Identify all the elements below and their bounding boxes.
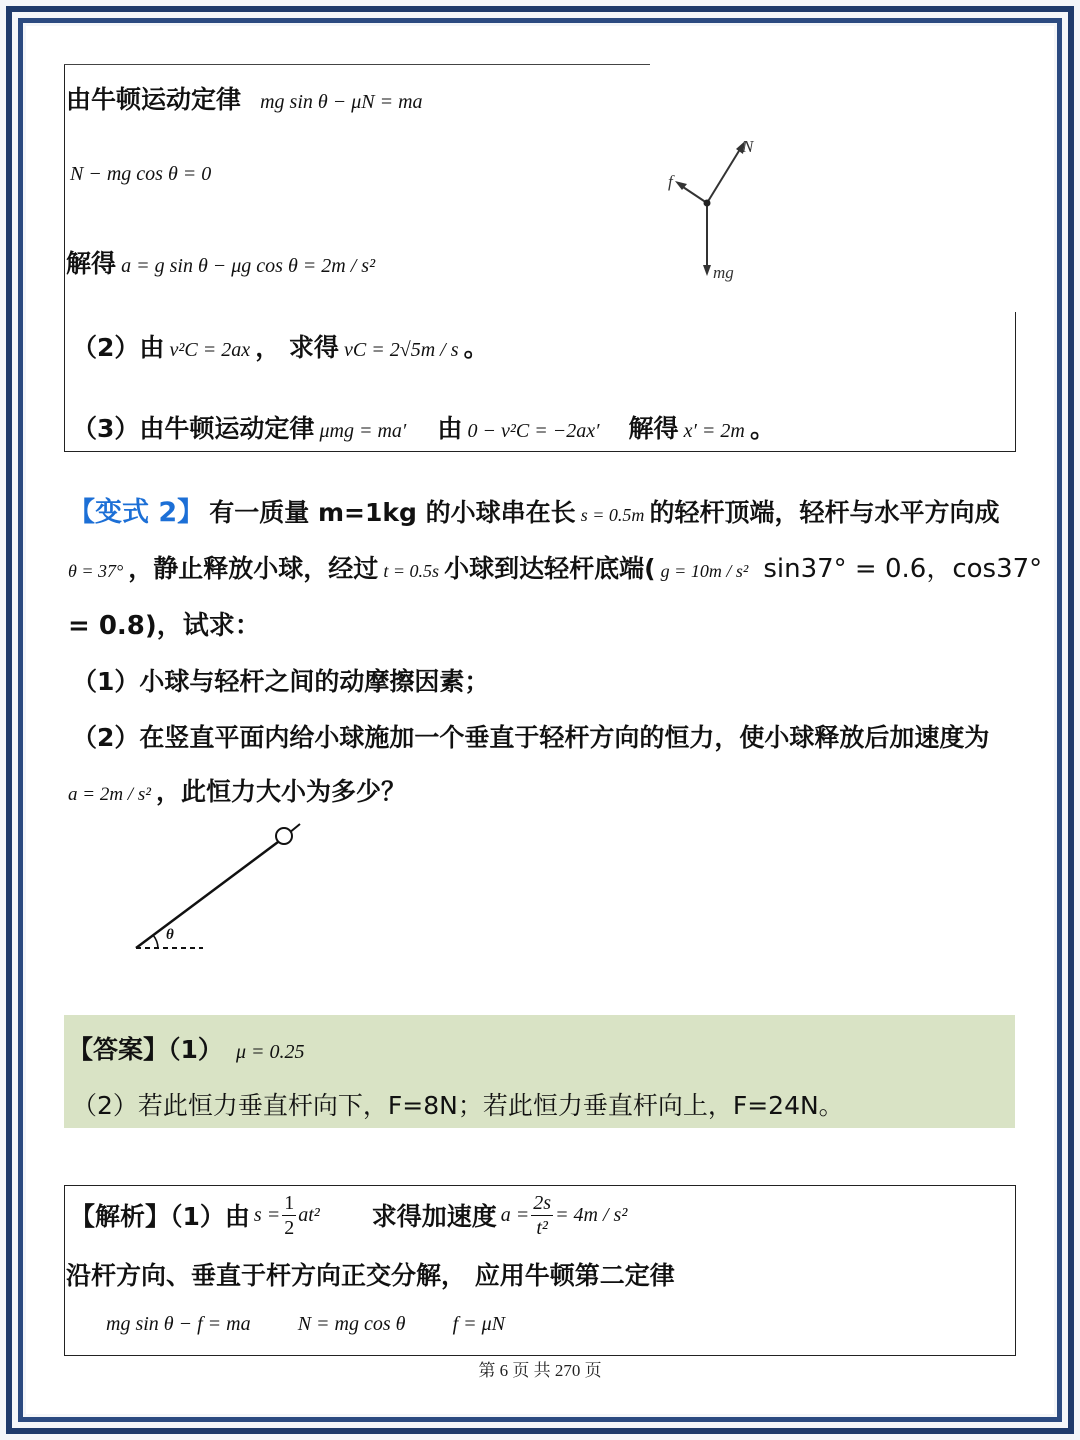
fraction-2-numerator: 2s bbox=[533, 1191, 552, 1214]
solution-line-3-formula: a = g sin θ − μg cos θ = 2m / s² bbox=[121, 255, 376, 277]
problem-line-2-text-c: sin37° = 0.6，cos37° bbox=[763, 554, 1043, 584]
solution-line-5-mid2: 解得 bbox=[628, 414, 679, 443]
answer-line-2: （2）若此恒力垂直杆向下，F=8N；若此恒力垂直杆向上，F=24N。 bbox=[72, 1091, 844, 1120]
angle-label: θ bbox=[166, 927, 174, 943]
analysis-s-eq: s = bbox=[253, 1203, 281, 1226]
solution-line-4 bbox=[72, 328, 489, 364]
fraction-2s-over-t2 bbox=[531, 1193, 553, 1238]
problem-tag: 【变式 2】 bbox=[68, 497, 205, 528]
friction-force-arrow bbox=[680, 185, 707, 203]
solution-line-1 bbox=[66, 80, 423, 116]
fraction-2-denominator: t² bbox=[536, 1216, 548, 1239]
question-2-end: ，此恒力大小为多少？ bbox=[156, 777, 407, 806]
solution-line-5-prefix: （3）由牛顿运动定律 bbox=[72, 414, 315, 443]
problem-line-2-formula-1: θ = 37° bbox=[68, 561, 124, 581]
answer-formula: μ = 0.25 bbox=[236, 1041, 305, 1063]
problem-line-1-text-b: 的轻杆顶端，轻杆与水平方向成 bbox=[649, 498, 1000, 527]
problem-line-2-formula-3: g = 10m / s² bbox=[660, 561, 749, 581]
solution-line-5 bbox=[72, 409, 775, 445]
solution-line-4-formula-b: vC = 2√5m / s bbox=[344, 339, 459, 361]
analysis-mid-text: 求得加速度 bbox=[371, 1202, 497, 1231]
analysis-at2: at² bbox=[298, 1203, 320, 1226]
solution-line-5-mid: 由 bbox=[437, 414, 463, 443]
solution-line-5-end: 。 bbox=[749, 414, 775, 443]
solution-line-5-formula-c: x′ = 2m bbox=[683, 420, 745, 442]
rod-diagram bbox=[128, 818, 318, 958]
solution-box-right-line bbox=[1015, 312, 1016, 452]
force-label-n: N bbox=[742, 137, 754, 156]
fraction-one-half bbox=[282, 1193, 296, 1238]
force-diagram bbox=[650, 130, 790, 290]
analysis-line-3 bbox=[106, 1313, 505, 1336]
solution-line-1-text: 由牛顿运动定律 bbox=[66, 85, 242, 114]
analysis-formula-2: N = mg cos θ bbox=[297, 1313, 406, 1335]
force-label-f: f bbox=[668, 172, 673, 191]
solution-line-4-formula-a: v²C = 2ax bbox=[169, 339, 251, 361]
analysis-line-2: 沿杆方向、垂直于杆方向正交分解， 应用牛顿第二定律 bbox=[66, 1261, 675, 1290]
solution-line-4-mid: ， 求得 bbox=[255, 333, 339, 362]
fraction-1-numerator: 1 bbox=[284, 1191, 295, 1214]
gravity-force-arrowhead bbox=[703, 265, 711, 276]
ball bbox=[276, 828, 292, 844]
question-2-line-2 bbox=[68, 772, 406, 808]
analysis-result: = 4m / s² bbox=[555, 1203, 628, 1226]
analysis-a-eq: a = bbox=[500, 1203, 530, 1226]
fraction-1-denominator: 2 bbox=[284, 1216, 295, 1239]
solution-line-2-formula: N − mg cos θ = 0 bbox=[70, 163, 212, 185]
solution-line-5-formula-b: 0 − v²C = −2ax′ bbox=[467, 420, 600, 442]
answer-line-1 bbox=[68, 1030, 305, 1066]
angle-arc bbox=[153, 935, 158, 948]
answer-prefix: 【答案】（1） bbox=[68, 1035, 223, 1064]
solution-line-4-prefix: （2）由 bbox=[72, 333, 165, 362]
problem-line-1-text-a: 有一质量 m=1kg 的小球串在长 bbox=[209, 498, 576, 527]
page-footer: 第 6 页 共 270 页 bbox=[478, 1361, 602, 1380]
problem-line-3: = 0.8)，试求： bbox=[68, 611, 261, 641]
problem-line-2-text-b: 小球到达轻杆底端( bbox=[444, 554, 656, 583]
problem-line-1-formula: s = 0.5m bbox=[580, 505, 645, 525]
normal-force-arrow bbox=[707, 146, 742, 203]
question-2: （2）在竖直平面内给小球施加一个垂直于轻杆方向的恒力，使小球释放后加速度为 bbox=[72, 723, 990, 752]
solution-line-5-formula-a: μmg = ma′ bbox=[319, 420, 407, 442]
object-point bbox=[704, 200, 711, 207]
problem-line-2-formula-2: t = 0.5s bbox=[383, 561, 440, 581]
solution-line-1-formula: mg sin θ − μN = ma bbox=[260, 91, 423, 113]
question-2-formula: a = 2m / s² bbox=[68, 784, 151, 805]
solution-line-3 bbox=[66, 244, 375, 280]
solution-box-top-line bbox=[64, 64, 650, 65]
analysis-formula-1: mg sin θ − f = ma bbox=[106, 1313, 251, 1335]
question-1: （1）小球与轻杆之间的动摩擦因素； bbox=[72, 667, 490, 696]
force-label-mg: mg bbox=[713, 263, 734, 282]
analysis-line-1 bbox=[70, 1188, 627, 1242]
problem-line-1 bbox=[68, 490, 999, 529]
solution-line-4-end: 。 bbox=[463, 333, 489, 362]
problem-line-2-text-a: ，静止释放小球，经过 bbox=[128, 554, 379, 583]
rod-line bbox=[136, 842, 278, 948]
analysis-prefix: 【解析】（1）由 bbox=[70, 1202, 250, 1231]
problem-line-2 bbox=[68, 548, 1042, 585]
solution-line-3-text: 解得 bbox=[66, 249, 117, 278]
analysis-formula-3: f = μN bbox=[452, 1313, 505, 1335]
